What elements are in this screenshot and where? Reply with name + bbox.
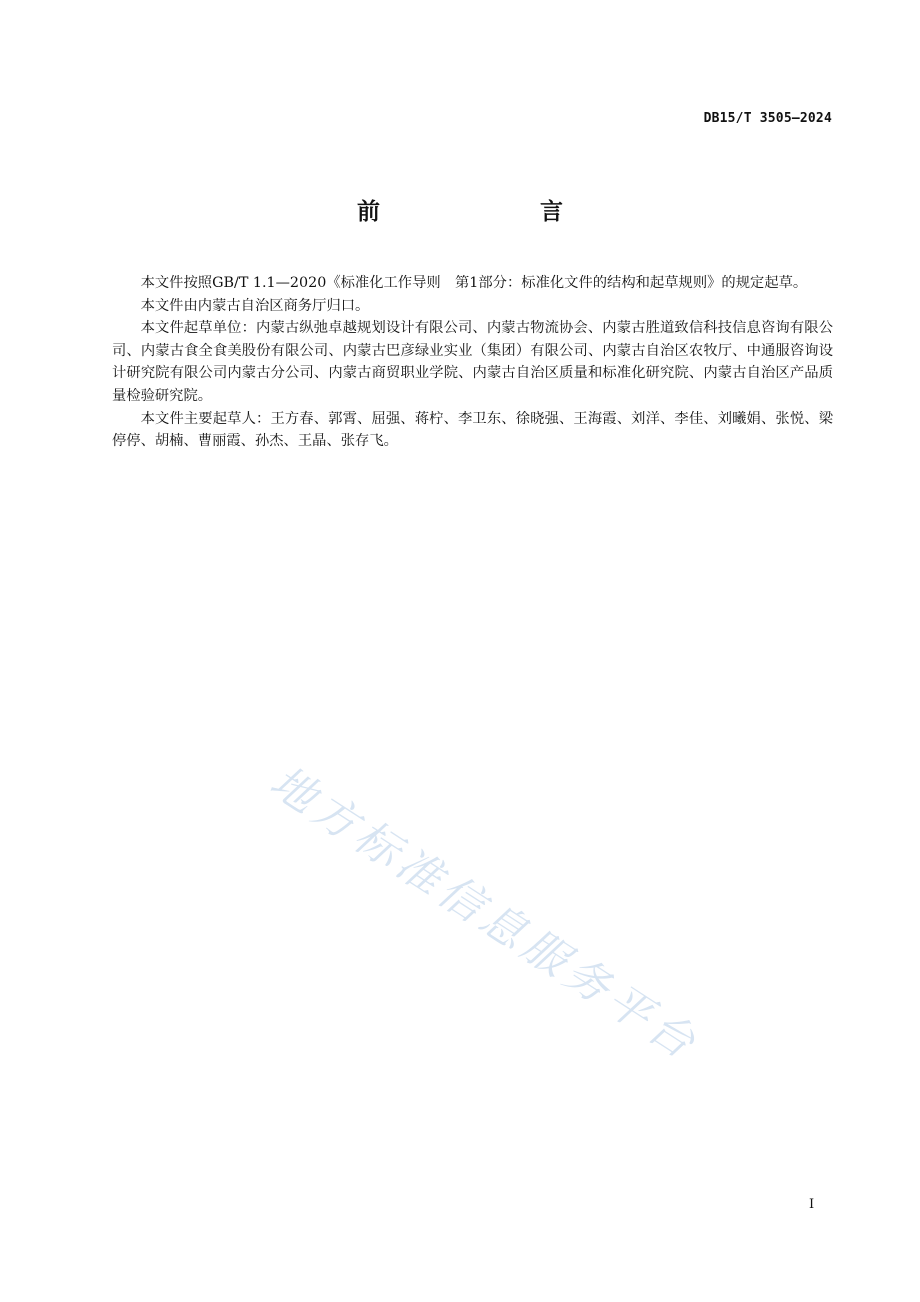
paragraph-responsible-department: 本文件由内蒙古自治区商务厅归口。 [140,297,370,314]
paragraph-main-drafters: 本文件主要起草人：王方春、郭霄、屈强、蒋柠、李卫东、徐晓强、王海霞、刘洋、李佳、刘曦娟、张悦、梁停停、胡楠、曹丽霞、孙杰、王晶、张存飞。 [112,410,833,450]
paragraph-drafting-units: 本文件起草单位：内蒙古纵弛卓越规划设计有限公司、内蒙古物流协会、内蒙古胜道致信科技信息咨询有限公司、内蒙古食全食美股份有限公司、内蒙古巴彦绿业实业（集团）有限公司、内蒙古自治区农牧厅、中通服咨询设计研究院有限公司内蒙古分公司、内蒙古商贸职业学院、内蒙古自治区质量和标准化研究院、内蒙古自治区产品质量检验研究院。 [112,320,833,404]
foreword-body [112,272,833,453]
page-number: I [809,1197,815,1212]
watermark: 地方标准信息服务平台 [260,756,709,1072]
document-code: DB15/T 3505—2024 [703,111,832,126]
page-title: 前 言 [357,199,601,225]
paragraph-drafting-rules: 本文件按照GB/T 1.1—2020《标准化工作导则 第1部分：标准化文件的结构和起草规则》的规定起草。 [140,275,808,291]
